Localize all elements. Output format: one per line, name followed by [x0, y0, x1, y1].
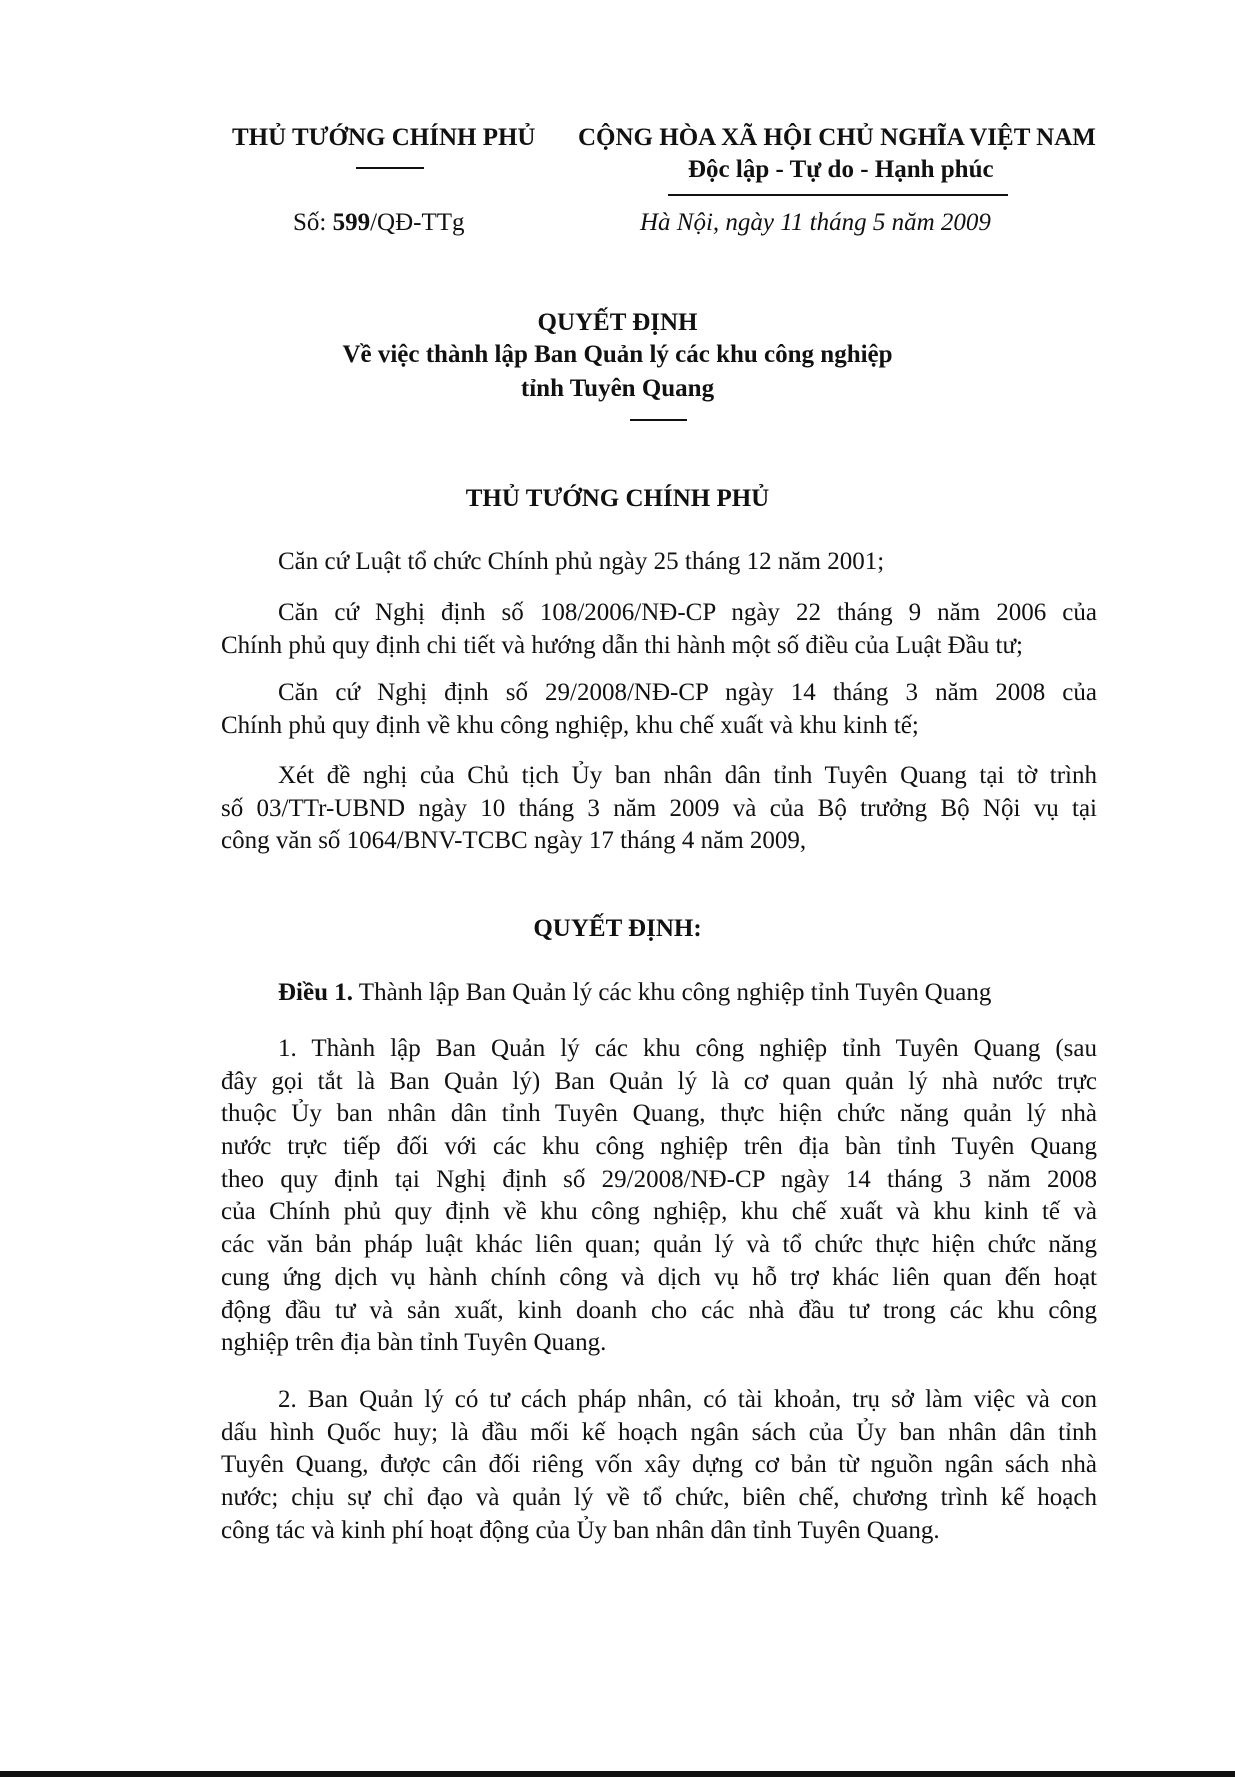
article-1-clause-2: 2. Ban Quản lý có tư cách pháp nhân, có tài khoản, trụ sở làm việc và con dấu hình Quốc huy; là đầu mối kế hoạch ngân sách của Ủy ban nhân dân tỉnh Tuyên Quang, được cân đối riêng vốn xây dựng cơ bản từ nguồn ngân sách nhà nước; chịu sự chỉ đạo và quản lý về tổ chức, biên chế, chương trình kế hoạch công tác và kinh phí hoạt động của Ủy ban nhân dân tỉnh Tuyên Quang. — [221, 1386, 1097, 1544]
title-subject-line2: tỉnh Tuyên Quang — [520, 375, 715, 402]
scan-edge-border — [0, 1771, 1235, 1777]
document-number: Số: 599/QĐ-TTg — [293, 209, 465, 236]
decision-heading: QUYẾT ĐỊNH: — [533, 915, 702, 942]
authority-heading: THỦ TƯỚNG CHÍNH PHỦ — [465, 485, 770, 512]
issuer-underline — [356, 167, 424, 169]
article-1-clause-1: 1. Thành lập Ban Quản lý các khu công nghiệp tỉnh Tuyên Quang (sau đây gọi tắt là Ban Quản lý) Ban Quản lý là cơ quan quản lý nhà nước trực thuộc Ủy ban nhân dân tỉnh Tuyên Quang, thực hiện chức năng quản lý nhà nước trực tiếp đối với các khu công nghiệp trên địa bàn tỉnh Tuyên Quang theo quy định tại Nghị định số 29/2008/NĐ-CP ngày 14 tháng 3 năm 2008 của Chính phủ quy định về khu công nghiệp, khu chế xuất và khu kinh tế và các văn bản pháp luật khác liên quan; quản lý và tổ chức thực hiện chức năng cung ứng dịch vụ hành chính công và dịch vụ hỗ trợ khác liên quan đến hoạt động đầu tư và sản xuất, kinh doanh cho các nhà đầu tư trong các khu công nghiệp trên địa bàn tỉnh Tuyên Quang. — [221, 1035, 1097, 1357]
preamble-2: Căn cứ Nghị định số 108/2006/NĐ-CP ngày 22 tháng 9 năm 2006 của Chính phủ quy định chi tiết và hướng dẫn thi hành một số điều của Luật Đầu tư; — [221, 599, 1097, 659]
motto: Độc lập - Tự do - Hạnh phúc — [688, 156, 994, 183]
issuer-name: THỦ TƯỚNG CHÍNH PHỦ — [232, 124, 536, 151]
title-subject-line1: Về việc thành lập Ban Quản lý các khu công nghiệp — [342, 341, 893, 368]
title-main: QUYẾT ĐỊNH — [537, 309, 698, 336]
preamble-3: Căn cứ Nghị định số 29/2008/NĐ-CP ngày 14 tháng 3 năm 2008 của Chính phủ quy định về khu công nghiệp, khu chế xuất và khu kinh tế; — [221, 679, 1097, 739]
place-date: Hà Nội, ngày 11 tháng 5 năm 2009 — [640, 209, 991, 236]
article-1-heading: Điều 1. Thành lập Ban Quản lý các khu công nghiệp tỉnh Tuyên Quang — [278, 979, 992, 1006]
title-underline — [630, 419, 687, 421]
preamble-1: Căn cứ Luật tổ chức Chính phủ ngày 25 tháng 12 năm 2001; — [278, 548, 885, 575]
preamble-4: Xét đề nghị của Chủ tịch Ủy ban nhân dân tỉnh Tuyên Quang tại tờ trình số 03/TTr-UBND ngày 10 tháng 3 năm 2009 và của Bộ trưởng Bộ Nội vụ tại công văn số 1064/BNV-TCBC ngày 17 tháng 4 năm 2009, — [221, 762, 1097, 855]
motto-underline — [668, 194, 1008, 196]
nation-name: CỘNG HÒA XÃ HỘI CHỦ NGHĨA VIỆT NAM — [578, 124, 1096, 151]
